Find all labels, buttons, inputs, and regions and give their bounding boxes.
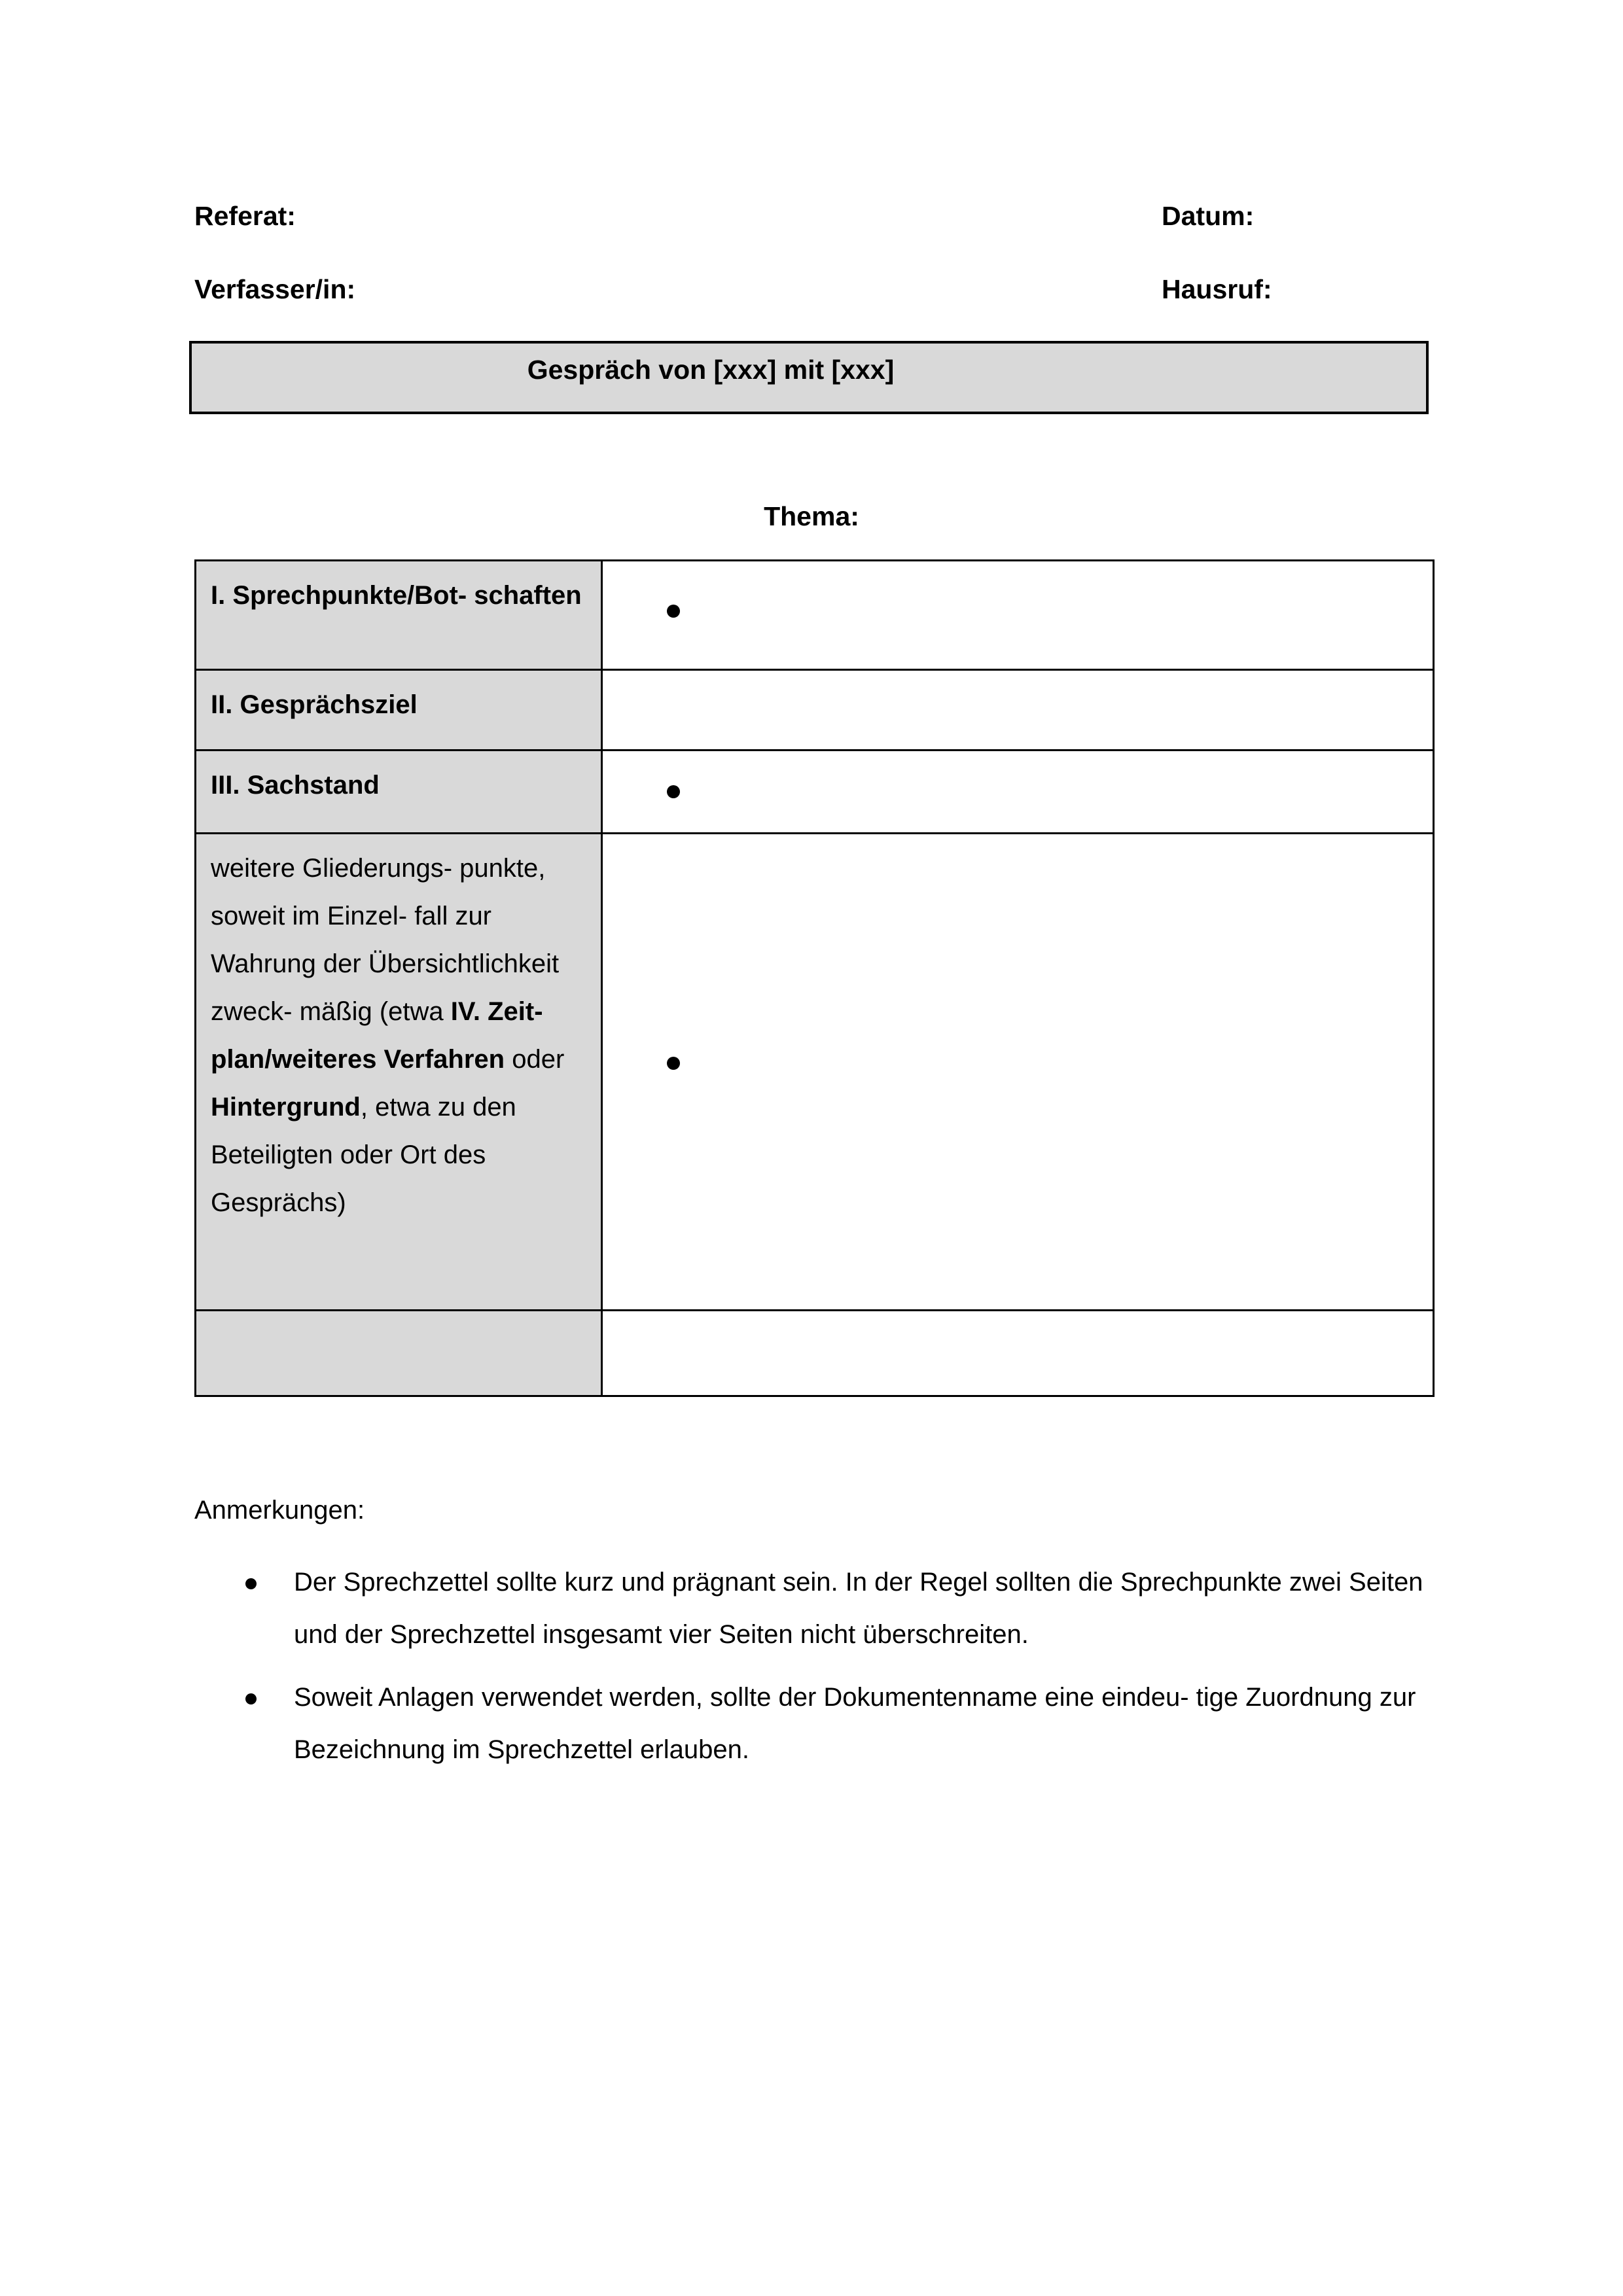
notes-title: Anmerkungen: <box>194 1496 365 1525</box>
gliederung-text-part3: , etwa zu den Beteiligten oder Ort des Gesprächs) <box>211 1093 516 1217</box>
meta-row-referat-datum <box>194 196 1429 236</box>
bullet-point-icon <box>245 1693 257 1704</box>
table-row-label-cell <box>196 670 602 751</box>
table-row-content-cell[interactable] <box>602 751 1434 834</box>
list-item <box>194 1671 1457 1776</box>
row-label-sachstand: III. Sachstand <box>211 771 380 800</box>
datum-label: Datum: <box>1162 201 1255 231</box>
table-row-label-cell <box>196 751 602 834</box>
bullet-point-icon <box>245 1578 257 1589</box>
referat-label: Referat: <box>194 201 296 231</box>
row-label-empty <box>196 1311 601 1332</box>
verfasser-label: Verfasser/in: <box>194 274 356 304</box>
meta-row-verfasser-hausruf <box>194 270 1429 309</box>
bullet-point-icon <box>667 605 680 618</box>
table-row-label-cell <box>196 561 602 670</box>
gliederung-text-part1: weitere Gliederungs- punkte, soweit im Einzel- fall zur Wahrung der Übersichtlichkeit zweck- mäßig (etwa <box>211 854 560 1026</box>
bullet-point-icon <box>667 785 680 798</box>
table-row <box>196 834 1434 1311</box>
content-area-sprechpunkte[interactable] <box>603 561 1433 588</box>
table-row <box>196 1311 1434 1396</box>
gliederung-text-bold2: Hintergrund <box>211 1093 361 1122</box>
conversation-title-banner <box>189 341 1429 414</box>
hausruf-label: Hausruf: <box>1162 274 1272 304</box>
content-area-gespraechsziel[interactable] <box>603 671 1433 697</box>
table-row-content-cell[interactable] <box>602 670 1434 751</box>
table-row <box>196 670 1434 751</box>
bullet-point-icon <box>667 1057 680 1070</box>
table-row <box>196 751 1434 834</box>
row-label-sprechpunkte: I. Sprechpunkte/Bot- schaften <box>211 581 582 610</box>
notes-section <box>194 1487 1457 1786</box>
content-area-sachstand[interactable] <box>603 751 1433 777</box>
table-row-label-cell[interactable] <box>196 1311 602 1396</box>
conversation-title-text: Gespräch von [xxx] mit [xxx] <box>527 355 895 385</box>
row-label-weitere-gliederungspunkte <box>196 834 601 1237</box>
gliederung-text-bold1: IV. Zeit- plan/weiteres Verfahren <box>211 997 543 1074</box>
table-row-content-cell[interactable] <box>602 561 1434 670</box>
notes-list <box>194 1556 1457 1776</box>
thema-label: Thema: <box>764 501 859 531</box>
content-area-empty[interactable] <box>603 1311 1433 1337</box>
note-text: Der Sprechzettel sollte kurz und prägnant sein. In der Regel sollten die Sprechpunkte zwei Seiten und der Sprechzettel insgesamt vier Seiten nicht überschreiten. <box>294 1568 1423 1649</box>
table-row-label-cell <box>196 834 602 1311</box>
row-label-gespraechsziel: II. Gesprächsziel <box>211 690 418 719</box>
table-row-content-cell[interactable] <box>602 834 1434 1311</box>
table-row <box>196 561 1434 670</box>
table-row-content-cell[interactable] <box>602 1311 1434 1396</box>
content-area-weitere-gliederungspunkte[interactable] <box>603 834 1433 860</box>
gliederung-text-part2: oder <box>505 1045 565 1074</box>
note-text: Soweit Anlagen verwendet werden, sollte der Dokumentenname eine eindeu- tige Zuordnung zur Bezeichnung im Sprechzettel erlauben. <box>294 1683 1416 1764</box>
list-item <box>194 1556 1457 1661</box>
sprechzettel-table <box>194 559 1435 1397</box>
